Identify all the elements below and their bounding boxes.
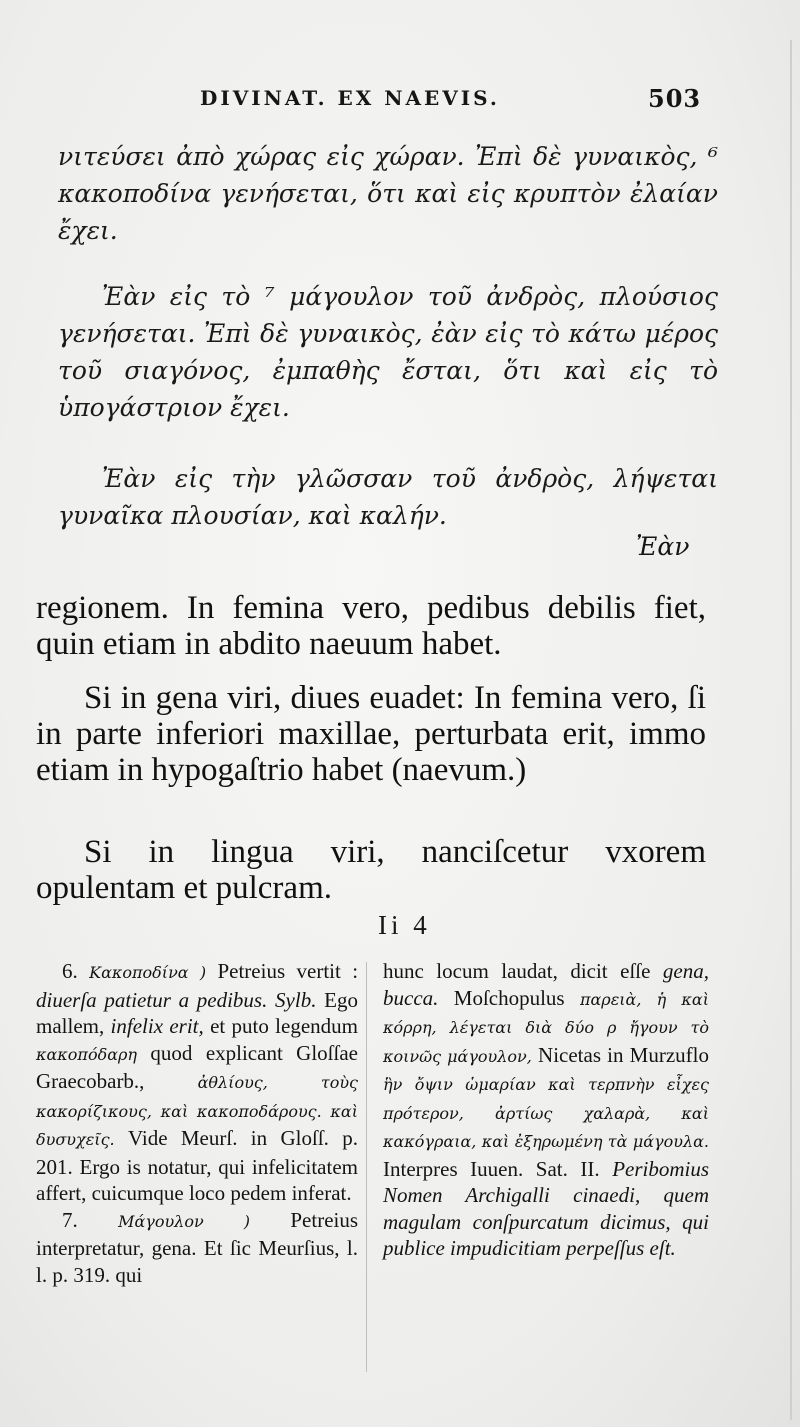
footnotes-left-column [36, 958, 358, 1288]
footnote-text: et puto legendum [210, 1014, 358, 1038]
greek-paragraph-3 [58, 460, 718, 534]
footnote-text: Nicetas in Murzuflo [538, 1042, 709, 1067]
footnote-6 [36, 958, 358, 1207]
column-divider [366, 962, 367, 1372]
greek-text: Ἐὰν εἰς τὴν γλῶσσαν τοῦ ἀνδρὸς, λήψεται γυναῖκα πλουσίαν, καὶ καλήν. [58, 464, 718, 530]
footnote-7 [36, 1207, 358, 1289]
footnote-text: Petreius interpretatur, gena. Et ſic Meurſius, l. l. p. 319. qui [36, 1207, 359, 1287]
footnote-number: 6. [62, 959, 78, 983]
running-title: DIVINAT. EX NAEVIS. [200, 86, 500, 110]
latin-paragraph-1 [36, 590, 706, 662]
footnote-italic: gena, bucca. [383, 959, 709, 1010]
greek-text: νιτεύσει ἀπὸ χώρας εἰς χώραν. Ἐπὶ δὲ γυναικὸς, ⁶ κακοποδίνα γενήσεται, ὅτι καὶ εἰς κρυπτὸν ἐλαίαν ἔχει. [58, 142, 718, 245]
footnote-number: 7. [62, 1207, 78, 1232]
footnote-lemma: Μάγουλον ) [118, 1211, 251, 1231]
footnote-italic: diuerſa patietur a pedibus. Sylb. [36, 987, 317, 1012]
footnote-text: Moſchopulus [453, 985, 565, 1010]
footnote-italic: infelix erit, [110, 1014, 204, 1038]
greek-text: Ἐὰν εἰς τὸ ⁷ μάγουλον τοῦ ἀνδρὸς, πλούσιος γενήσεται. Ἐπὶ δὲ γυναικὸς, ἐὰν εἰς τὸ κάτω μέρος τοῦ σιαγόνος, ἐμπαθὴς ἔσται, ὅτι καὶ εἰς τὸ ὑπογάστριον ἔχει. [58, 282, 718, 422]
footnote-greek: ἀθλίους, τοὺς κακορίζικους, καὶ κακοποδάρους. καὶ δυσυχεῖς. [36, 1073, 359, 1149]
greek-paragraph-1 [58, 138, 718, 249]
footnote-continuation [383, 958, 709, 1262]
footnote-greek: παρειὰ, ἡ καὶ κόρρη, λέγεται διὰ δύο ρ ἤγουν τὸ κοινῶς μάγουλον, [383, 989, 709, 1066]
latin-paragraph-2 [36, 680, 706, 788]
catchword: Ἐὰν [636, 532, 690, 561]
page-number: 503 [648, 84, 702, 113]
latin-paragraph-3 [36, 834, 706, 906]
signature-mark: Ii 4 [378, 910, 431, 940]
footnote-text: Interpres Iuuen. Sat. II. [383, 1156, 600, 1181]
greek-paragraph-2 [58, 278, 718, 426]
footnote-lemma: Κακοποδίνα ) [89, 963, 207, 982]
latin-text: Si in gena viri, diues euadet: In femina vero, ſi in parte inferiori maxillae, perturbata erit, immo etiam in hypogaſtrio habet (naevum.) [36, 680, 706, 788]
footnote-text: Ego mallem, [36, 987, 358, 1038]
footnote-text: Petreius vertit : [217, 959, 359, 983]
footnote-text: quod explicant Gloſſae Graecobarb., [36, 1040, 358, 1093]
footnote-greek: κακοπόδαρη [36, 1044, 137, 1064]
page-edge-shadow [790, 40, 792, 1420]
footnote-italic: Peribomius Nomen Archigalli cinaedi, quem magulam conſpurcatum dicimus, qui publice impudicitiam perpeſſus eſt. [383, 1156, 710, 1260]
footnote-text: Vide Meurſ. in Gloſſ. p. 201. Ergo is notatur, qui infelicitatem affert, cuicumque loco pedem inferat. [36, 1126, 359, 1205]
footnotes-right-column [383, 958, 709, 1262]
footnote-greek: ἣν ὄψιν ὡμαρίαν καὶ τερπνὴν εἶχες πρότερον, ἀρτίως χαλαρὰ, καὶ κακόγραια, καὶ ἐξηρωμένη τὰ μάγουλα. [383, 1075, 709, 1151]
latin-text: regionem. In femina vero, pedibus debilis fiet, quin etiam in abdito naeuum habet. [36, 590, 706, 662]
latin-text: Si in lingua viri, nanciſcetur vxorem opulentam et pulcram. [36, 834, 706, 906]
footnote-text: hunc locum laudat, dicit eſſe [383, 959, 651, 983]
